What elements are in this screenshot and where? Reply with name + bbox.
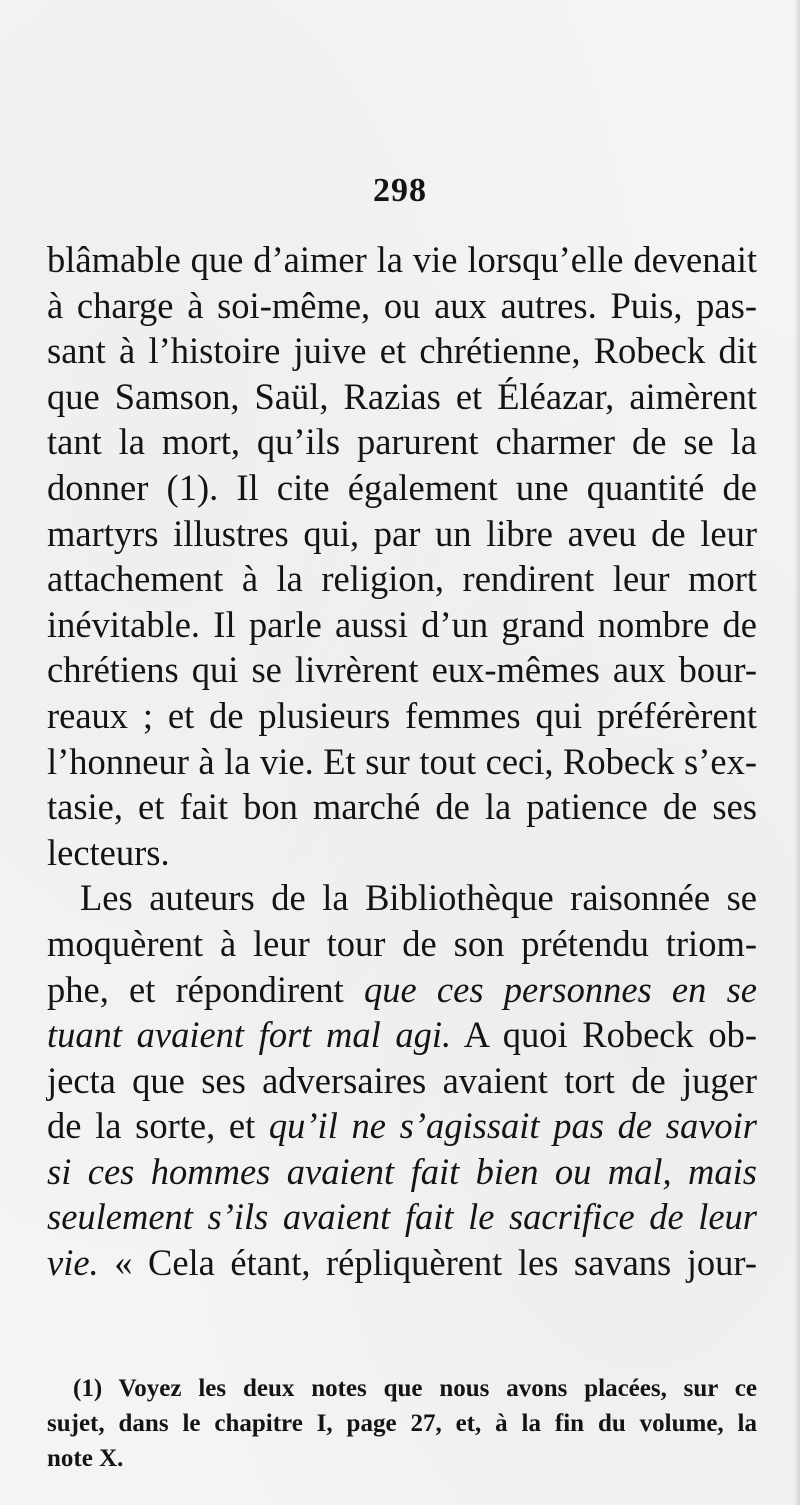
- italic-quote: tuant avaient fort mal agi.: [47, 1014, 452, 1056]
- text-line: moquèrent à leur tour de son prétendu triom-: [47, 922, 757, 964]
- text-line: que Samson, Saül, Razias et Éléazar, aimèrent: [47, 375, 757, 417]
- text-line: [47, 1103, 757, 1149]
- italic-quote: que ces personnes en se: [364, 968, 757, 1010]
- text-line: blâmable que d’aimer la vie lorsqu’elle devenait: [47, 239, 757, 280]
- italic-quote: seulement s’ils avaient fait le sacrifice de leur: [47, 1196, 757, 1238]
- text-line: inévitable. Il parle aussi d’un grand nombre de: [47, 603, 757, 645]
- text-line: [47, 1149, 757, 1195]
- page-edge-shadow: [794, 0, 800, 1505]
- text-line: lecteurs.: [47, 831, 170, 873]
- text-line: [47, 1194, 757, 1240]
- text-line: [47, 1240, 757, 1286]
- text-line: chrétiens qui se livrèrent eux-mêmes aux bour-: [47, 649, 757, 691]
- footnote-line: (1) Voyez les deux notes que nous avons placées, sur ce: [73, 1375, 757, 1402]
- italic-quote: si ces hommes avaient fait bien ou mal, mais: [47, 1150, 757, 1192]
- text-line: à charge à soi-même, ou aux autres. Puis, pas-: [47, 284, 757, 326]
- body-text: [47, 237, 757, 1286]
- text-line: tant la mort, qu’ils parurent charmer de se la: [47, 421, 757, 463]
- text-line: [47, 967, 757, 1013]
- text-line: donner (1). Il cite également une quantité de: [47, 466, 757, 508]
- footnote-line: note X.: [47, 1445, 124, 1472]
- paragraph-start-line: Les auteurs de la Bibliothèque raisonnée se: [80, 877, 757, 919]
- text-run: de la sorte, et: [47, 1105, 256, 1147]
- text-line: martyrs illustres qui, par un libre aveu de leur: [47, 512, 757, 554]
- italic-quote: qu’il ne s’agissait pas de savoir: [268, 1105, 757, 1147]
- footnote-line: sujet, dans le chapitre I, page 27, et, à la fin du volume, la: [47, 1410, 757, 1437]
- text-run: « Cela étant, répliquèrent les savans jour-: [114, 1242, 757, 1284]
- italic-quote: vie.: [47, 1242, 99, 1284]
- text-line: [47, 1012, 757, 1058]
- text-line: l’honneur à la vie. Et sur tout ceci, Robeck s’ex-: [47, 740, 757, 782]
- text-line: jecta que ses adversaires avaient tort de juger: [47, 1059, 757, 1101]
- text-run: phe, et répondirent: [47, 968, 344, 1010]
- text-line: reaux ; et de plusieurs femmes qui préférèrent: [47, 694, 757, 736]
- page-number: 298: [373, 172, 427, 209]
- text-line: sant à l’histoire juive et chrétienne, Robeck dit: [47, 330, 757, 372]
- text-run: A quoi Robeck ob-: [463, 1014, 758, 1056]
- footnotes: [47, 1371, 757, 1476]
- text-line: attachement à la religion, rendirent leur mort: [47, 558, 757, 600]
- text-line: tasie, et fait bon marché de la patience de ses: [47, 786, 757, 828]
